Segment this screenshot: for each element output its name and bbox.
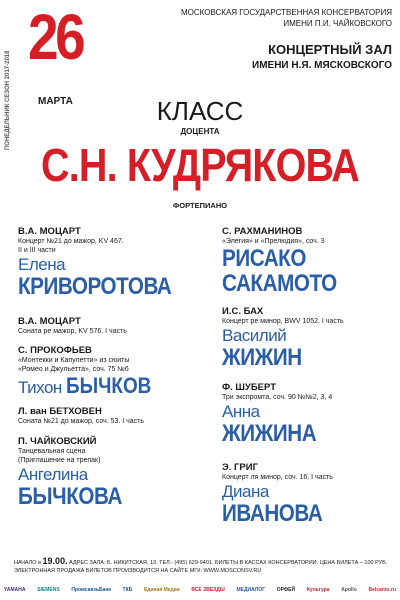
- program-right-4: [222, 462, 339, 526]
- sponsor-logo: ПромсвязьБанк: [71, 587, 111, 593]
- work-detail: II и III части: [18, 247, 56, 254]
- program-left-1: [18, 226, 196, 299]
- program-left-3: [18, 345, 166, 401]
- performer-last-name: ЖИЖИН: [222, 344, 302, 371]
- performer-last-name: БЫЧКОВА: [18, 483, 122, 510]
- teacher-name: С.Н. КУДРЯКОВА: [41, 139, 359, 191]
- performer-name-line1: РИСАКО: [222, 245, 306, 272]
- composer-name: С. РАХМАНИНОВ: [222, 226, 303, 237]
- hall-name: КОНЦЕРТНЫЙ ЗАЛ: [268, 42, 392, 57]
- performer-first-name: Тихон: [18, 378, 62, 397]
- work-title: Концерт №21 до мажор, KV 467.: [18, 238, 124, 245]
- composer-name: Ф. ШУБЕРТ: [222, 382, 277, 393]
- composer-name: С. ПРОКОФЬЕВ: [18, 345, 92, 356]
- work-detail: «Ромео и Джульетта», соч. 75 №6: [18, 366, 129, 373]
- sponsor-logo: ОРФЕЙ: [276, 587, 296, 593]
- performer-first-name: Василий: [222, 326, 287, 345]
- work-title: Соната ре мажор, KV 576. I часть: [18, 328, 127, 335]
- program-left-4: [18, 406, 144, 426]
- start-time: 19.00.: [42, 556, 68, 566]
- performer-first-name: Анна: [222, 402, 260, 421]
- sponsor-logo: МЕДИАЛОГ: [236, 587, 266, 593]
- sponsor-logo: Единая Медиа: [143, 587, 180, 593]
- composer-name: Л. ван БЕТХОВЕН: [18, 406, 102, 417]
- conservatory-subname: ИМЕНИ П.И. ЧАЙКОВСКОГО: [283, 19, 392, 28]
- program-right-3: [222, 382, 332, 446]
- sponsor-logo: Apollo: [341, 587, 357, 593]
- conservatory-name: МОСКОВСКАЯ ГОСУДАРСТВЕННАЯ КОНСЕРВАТОРИЯ: [180, 8, 392, 17]
- program-left-5: [18, 436, 139, 509]
- composer-name: В.А. МОЦАРТ: [18, 226, 81, 237]
- footer-online-sales: ЭЛЕКТРОННАЯ ПРОДАЖА БИЛЕТОВ ПРОИЗВОДИТСЯ НА САЙТЕ МГК: WWW.MOSCONSV.RU: [14, 568, 262, 574]
- composer-name: Э. ГРИГ: [222, 462, 258, 473]
- sponsor-logo: Культура: [306, 587, 330, 593]
- composer-name: В.А. МОЦАРТ: [18, 316, 81, 327]
- footer-info: [14, 556, 387, 566]
- sponsor-logo: Belcanto.ru: [368, 587, 396, 593]
- work-title: «Элегия» и «Прелюдия», соч. 3: [222, 238, 325, 245]
- performer-last-name: ИВАНОВА: [222, 500, 323, 527]
- work-title: Соната №21 до мажор, соч. 53. I часть: [18, 418, 145, 425]
- class-label: КЛАСС: [156, 96, 244, 126]
- sponsor-logo: ВСЕ ЗВЕЗДЫ: [191, 587, 225, 593]
- program-right-1: [222, 226, 355, 296]
- sponsor-logo: YAMAHA: [4, 587, 26, 593]
- work-title: Три экспромта, соч. 90 №№2, 3, 4: [222, 394, 333, 401]
- performer-first-name: Ангелина: [18, 465, 88, 484]
- sponsor-logos: [0, 580, 400, 600]
- program-left-2: [18, 316, 127, 336]
- composer-name: П. ЧАЙКОВСКИЙ: [18, 436, 97, 447]
- docent-label: ДОЦЕНТА: [180, 127, 220, 136]
- performer-name-line2: САКАМОТО: [222, 270, 337, 297]
- concert-month: МАРТА: [38, 96, 73, 107]
- performer-name: [18, 374, 166, 401]
- work-detail: (Приглашение на трепак): [18, 457, 101, 464]
- performer-first-name: Диана: [222, 482, 269, 501]
- work-title: «Монтекки и Капулетти» из сюиты: [18, 357, 130, 364]
- performer-first-name: Елена: [18, 255, 66, 274]
- season-label: ПОНЕДЕЛЬНИК СЕЗОН 2017-2018: [5, 50, 11, 150]
- work-title: Концерт ля минор, соч. 16. I часть: [222, 474, 333, 481]
- work-title: Танцевальная сцена: [18, 448, 86, 455]
- composer-name: И.С. БАХ: [222, 306, 264, 317]
- start-label: НАЧАЛО в: [14, 560, 42, 566]
- work-title: Концерт ре минор, BWV 1052. I часть: [222, 318, 344, 325]
- performer-last-name: КРИВОРОТОВА: [18, 273, 172, 300]
- sponsor-logo: ТКБ: [122, 587, 133, 593]
- hall-subname: ИМЕНИ Н.Я. МЯСКОВСКОГО: [252, 60, 392, 71]
- performer-last-name: ЖИЖИНА: [222, 420, 317, 447]
- program-right-2: [222, 306, 344, 370]
- sponsor-logo: SIEMENS: [37, 587, 60, 593]
- instrument-label: ФОРТЕПИАНО: [172, 201, 228, 210]
- concert-day: 26: [28, 1, 83, 73]
- performer-last-name: БЫЧКОВ: [66, 373, 152, 398]
- footer-address: АДРЕС ЗАЛА: Б. НИКИТСКАЯ, 13. ТЕЛ.: (495) 629-9401. БИЛЕТЫ В КАССАХ КОНСЕРВАТОРИИ. ЦЕНА БИЛЕТА – 100 РУБ.: [69, 560, 388, 566]
